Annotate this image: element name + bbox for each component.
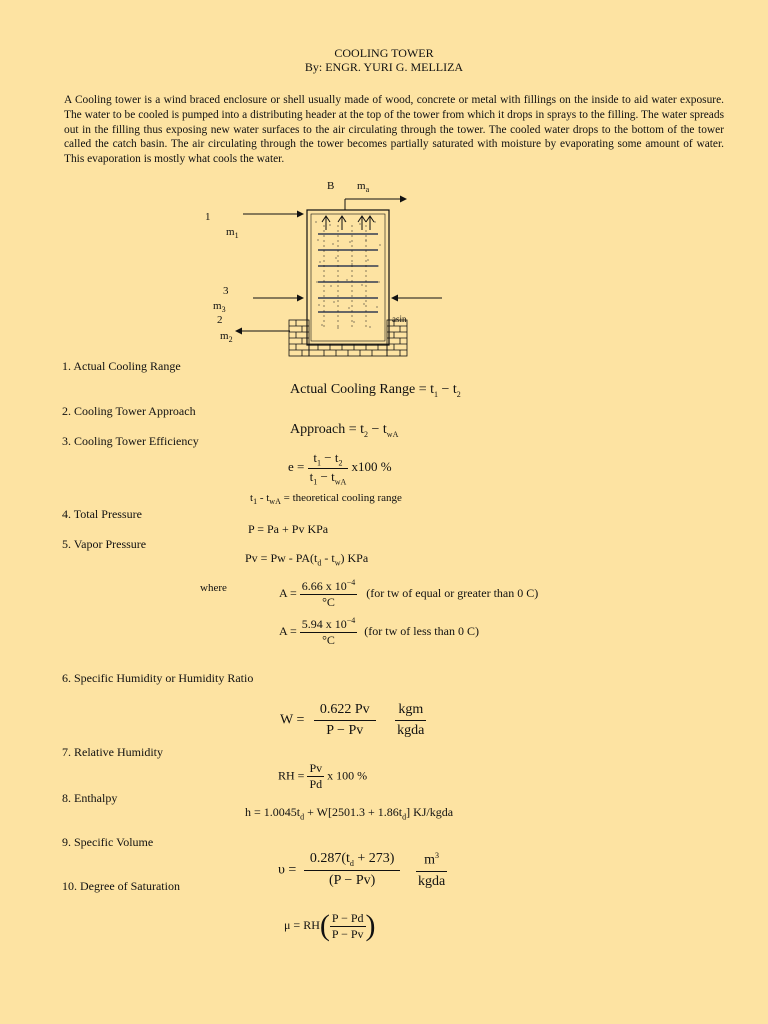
efficiency-fraction: $\frac{t_1 - t_2}{t_1 - t_{wA}}$ xyxy=(309,450,347,487)
formula-a-positive: A = $\frac{6.66 x 10^{-4}}{^\circ C}$ (for tw of equal or greater than 0 C) xyxy=(279,578,539,609)
efficiency-note: $t_1 - t_{wA}$ = theoretical cooling range xyxy=(250,492,402,507)
section-specific-humidity: 6. Specific Humidity or Humidity Ratio xyxy=(62,671,254,685)
diagram-label-m3: $m_3$ xyxy=(213,300,226,315)
section-cooling-tower-approach: 2. Cooling Tower Approach xyxy=(62,404,196,418)
diagram-label-ma: $m_a$ xyxy=(357,180,370,195)
section-cooling-tower-efficiency: 3. Cooling Tower Efficiency xyxy=(62,434,199,448)
diagram-label-3: 3 xyxy=(223,285,229,297)
section-degree-of-saturation: 10. Degree of Saturation xyxy=(62,879,180,893)
section-specific-volume: 9. Specific Volume xyxy=(62,835,154,849)
diagram-label-basin: asin xyxy=(392,314,407,324)
document-byline: By: ENGR. YURI G. MELLIZA xyxy=(304,60,464,74)
formula-vapor-pressure: $Pv = Pw - PA(t_d - t_w)$ KPa xyxy=(245,551,369,568)
formula-specific-volume: υ = $\frac{0.287(t_d + 273)}{(P - Pv)}$ $\frac{m^3}{\text{kgda}}$ xyxy=(278,851,446,889)
where-label: where xyxy=(200,582,227,594)
formula-enthalpy: $h = 1.0045t_d + W[2501.3 + 1.86t_d]$ KJ/kgda xyxy=(245,805,454,822)
intro-paragraph: A Cooling tower is a wind braced enclosure or shell usually made of wood, concrete or metal with fillings on the inside to aid water exposure. The water to be cooled is pumped into a distributing header at the top of the tower from which it drops in sprays to the filling. The water spreads out in the filling thus exposing new water surfaces to the air circulating through the tower. The cooled water drops to the bottom of the tower called the catch basin. The air circulating through the tower becomes partially saturated with moisture by evaporating some amount of water. This evaporation is mostly what cools the water. xyxy=(64,94,724,166)
diagram-label-2: 2 xyxy=(217,314,223,326)
diagram-label-m2: $m_2$ xyxy=(220,330,233,345)
formula-humidity-ratio: W = $\frac{0.622 Pv}{P - Pv}$ $\frac{\text{kgm}}{\text{kgda}}$ xyxy=(280,702,425,738)
section-actual-cooling-range: 1. Actual Cooling Range xyxy=(62,359,181,373)
section-enthalpy: 8. Enthalpy xyxy=(62,791,118,805)
formula-approach: Approach = $t_2 - t_{wA}$ xyxy=(290,422,399,439)
section-total-pressure: 4. Total Pressure xyxy=(62,507,142,521)
diagram-label-m1: $m_1$ xyxy=(226,226,239,241)
section-relative-humidity: 7. Relative Humidity xyxy=(62,745,163,759)
formula-a-negative: A = $\frac{5.94 x 10^{-4}}{^\circ C}$ (for tw of less than 0 C) xyxy=(279,616,479,647)
formula-relative-humidity: RH = $\frac{Pv}{Pd}$ x 100 % xyxy=(278,761,368,791)
diagram-label-b: B xyxy=(327,180,335,192)
formula-degree-of-saturation: μ = RH( $\frac{P - Pd}{P - Pv}$ ) xyxy=(284,909,376,942)
cooling-tower-drawing xyxy=(0,0,768,370)
formula-actual-cooling-range: Actual Cooling Range = $t_1 - t_2$ xyxy=(290,382,461,399)
formula-efficiency: e = $\frac{t_1 - t_2}{t_1 - t_{wA}}$ x100 % xyxy=(288,450,392,487)
document-title: COOLING TOWER xyxy=(334,46,434,60)
formula-total-pressure: P = Pa + Pv KPa xyxy=(248,522,329,536)
section-vapor-pressure: 5. Vapor Pressure xyxy=(62,537,147,551)
diagram-label-1: 1 xyxy=(205,211,211,223)
